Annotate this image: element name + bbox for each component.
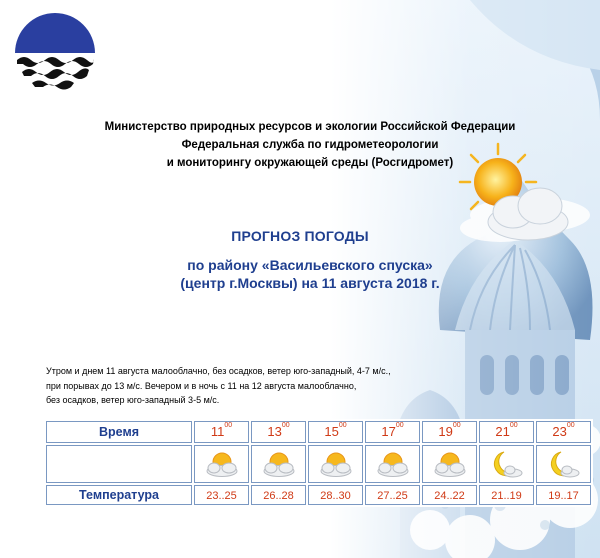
roshydromet-logo xyxy=(14,12,96,94)
time-cell: $21^{00}$ xyxy=(479,421,534,443)
temperature-row xyxy=(46,485,591,505)
temperature-cell: 26..28 xyxy=(251,485,306,505)
partly-cloudy-sun-icon xyxy=(251,445,306,483)
icon-row xyxy=(46,445,591,483)
time-cell: $15^{00}$ xyxy=(308,421,363,443)
ministry-line-3: и мониторингу окружающей среды (Росгидромет) xyxy=(166,157,454,169)
forecast-table xyxy=(44,419,593,507)
partly-cloudy-sun-icon xyxy=(194,445,249,483)
forecast-subtitle-line-2: (центр г.Москвы) на 11 августа 2018 г. xyxy=(180,275,440,291)
temperature-cell: 24..22 xyxy=(422,485,477,505)
ministry-line-1: Министерство природных ресурсов и экологии Российской Федерации xyxy=(104,121,516,133)
partly-cloudy-moon-icon xyxy=(536,445,591,483)
temperature-cell: 27..25 xyxy=(365,485,420,505)
icon-row-label xyxy=(46,445,192,483)
ministry-line-2: Федеральная служба по гидрометеорологии xyxy=(181,139,439,151)
time-row xyxy=(46,421,591,443)
time-cell: $23^{00}$ xyxy=(536,421,591,443)
partly-cloudy-sun-icon xyxy=(422,445,477,483)
partly-cloudy-moon-icon xyxy=(479,445,534,483)
forecast-description-line-2: при порывах до 13 м/с. Вечером и в ночь с 11 на 12 августа малооблачно, xyxy=(46,380,357,391)
time-label: Время xyxy=(46,421,192,443)
temperature-cell: 28..30 xyxy=(308,485,363,505)
partly-cloudy-sun-icon xyxy=(365,445,420,483)
temperature-cell: 23..25 xyxy=(194,485,249,505)
time-cell: $19^{00}$ xyxy=(422,421,477,443)
forecast-description xyxy=(46,364,476,408)
forecast-description-line-1: Утром и днем 11 августа малооблачно, без осадков, ветер юго-западный, 4-7 м/с., xyxy=(46,366,391,376)
time-cell: $13^{00}$ xyxy=(251,421,306,443)
time-cell: $11^{00}$ xyxy=(194,421,249,443)
time-cell: $17^{00}$ xyxy=(365,421,420,443)
forecast-subtitle-line-1: по району «Васильевского спуска» xyxy=(187,257,433,273)
temperature-cell: 21..19 xyxy=(479,485,534,505)
temperature-label: Температура xyxy=(46,485,192,505)
sun-with-cloud-illustration xyxy=(458,142,576,252)
temperature-cell: 19..17 xyxy=(536,485,591,505)
forecast-description-line-3: без осадков, ветер юго-западный 3-5 м/с. xyxy=(46,395,220,405)
partly-cloudy-sun-icon xyxy=(308,445,363,483)
forecast-title: ПРОГНОЗ ПОГОДЫ xyxy=(231,228,369,244)
forecast-subtitle xyxy=(100,256,520,292)
